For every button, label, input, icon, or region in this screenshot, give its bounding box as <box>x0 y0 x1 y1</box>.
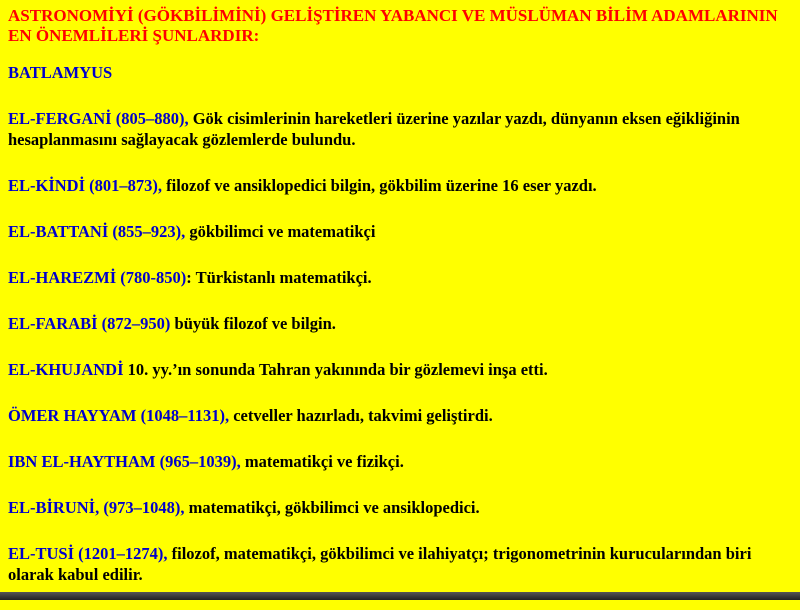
scholar-desc: cetveller hazırladı, takvimi geliştirdi. <box>229 406 493 425</box>
scholar-name: EL-HAREZMİ (780-850) <box>8 268 187 287</box>
scholar-name: ÖMER HAYYAM (1048–1131), <box>8 406 230 425</box>
scholar-entry-el-harezmi <box>8 267 788 288</box>
scholar-desc: matematikçi ve fizikçi. <box>240 452 404 471</box>
scholar-desc: büyük filozof ve bilgin. <box>170 314 336 333</box>
scholar-name: EL-FERGANİ (805–880), <box>8 109 189 128</box>
scholar-name: EL-TUSİ (1201–1274), <box>8 544 168 563</box>
scholar-desc: : Türkistanlı matematikçi. <box>186 268 372 287</box>
scholar-entry-ibn-el-haytham <box>8 451 788 472</box>
scholar-entry-el-biruni <box>8 497 788 518</box>
scholar-entry-el-farabi <box>8 313 788 334</box>
scholar-name: EL-FARABİ (872–950) <box>8 314 171 333</box>
scholar-name: EL-BİRUNİ, (973–1048), <box>8 498 185 517</box>
scholar-name: EL-KHUJANDİ <box>8 360 124 379</box>
scholar-desc: 10. yy.’ın sonunda Tahran yakınında bir gözlemevi inşa etti. <box>123 360 548 379</box>
scholar-desc: Gök cisimlerinin hareketleri üzerine yazılar yazdı, dünyanın eksen eğikliğinin hesaplanmasını sağlayacak gözlemlerde bulundu. <box>8 109 740 149</box>
scholar-entry-el-khujandi <box>8 359 788 380</box>
scholar-name: BATLAMYUS <box>8 63 113 82</box>
scholar-desc: gökbilimci ve matematikçi <box>185 222 376 241</box>
scholar-list <box>8 62 788 610</box>
scholar-entry-el-battani <box>8 221 788 242</box>
scholar-entry-omer-hayyam <box>8 405 788 426</box>
scholar-entry-el-kindi <box>8 175 788 196</box>
bottom-edge-strip <box>0 592 800 600</box>
scholar-entry-el-tusi <box>8 543 788 585</box>
scholar-name: EL-KİNDİ (801–873), <box>8 176 163 195</box>
scholar-entry-batlamyus <box>8 62 788 83</box>
scholar-desc: filozof ve ansiklopedici bilgin, gökbilim üzerine 16 eser yazdı. <box>162 176 597 195</box>
scholar-entry-el-fergani <box>8 108 788 150</box>
scholar-desc: matematikçi, gökbilimci ve ansiklopedici. <box>184 498 480 517</box>
slide-title: ASTRONOMİYİ (GÖKBİLİMİNİ) GELİŞTİREN YABANCI VE MÜSLÜMAN BİLİM ADAMLARININ EN ÖNEMLİLERİ ŞUNLARDIR: <box>8 6 778 45</box>
scholar-name: IBN EL-HAYTHAM (965–1039), <box>8 452 241 471</box>
scholar-name: EL-BATTANİ (855–923), <box>8 222 186 241</box>
scholar-desc: filozof, matematikçi, gökbilimci ve ilahiyatçı; trigonometrinin kurucularından biri olarak kabul edilir. <box>8 544 752 584</box>
